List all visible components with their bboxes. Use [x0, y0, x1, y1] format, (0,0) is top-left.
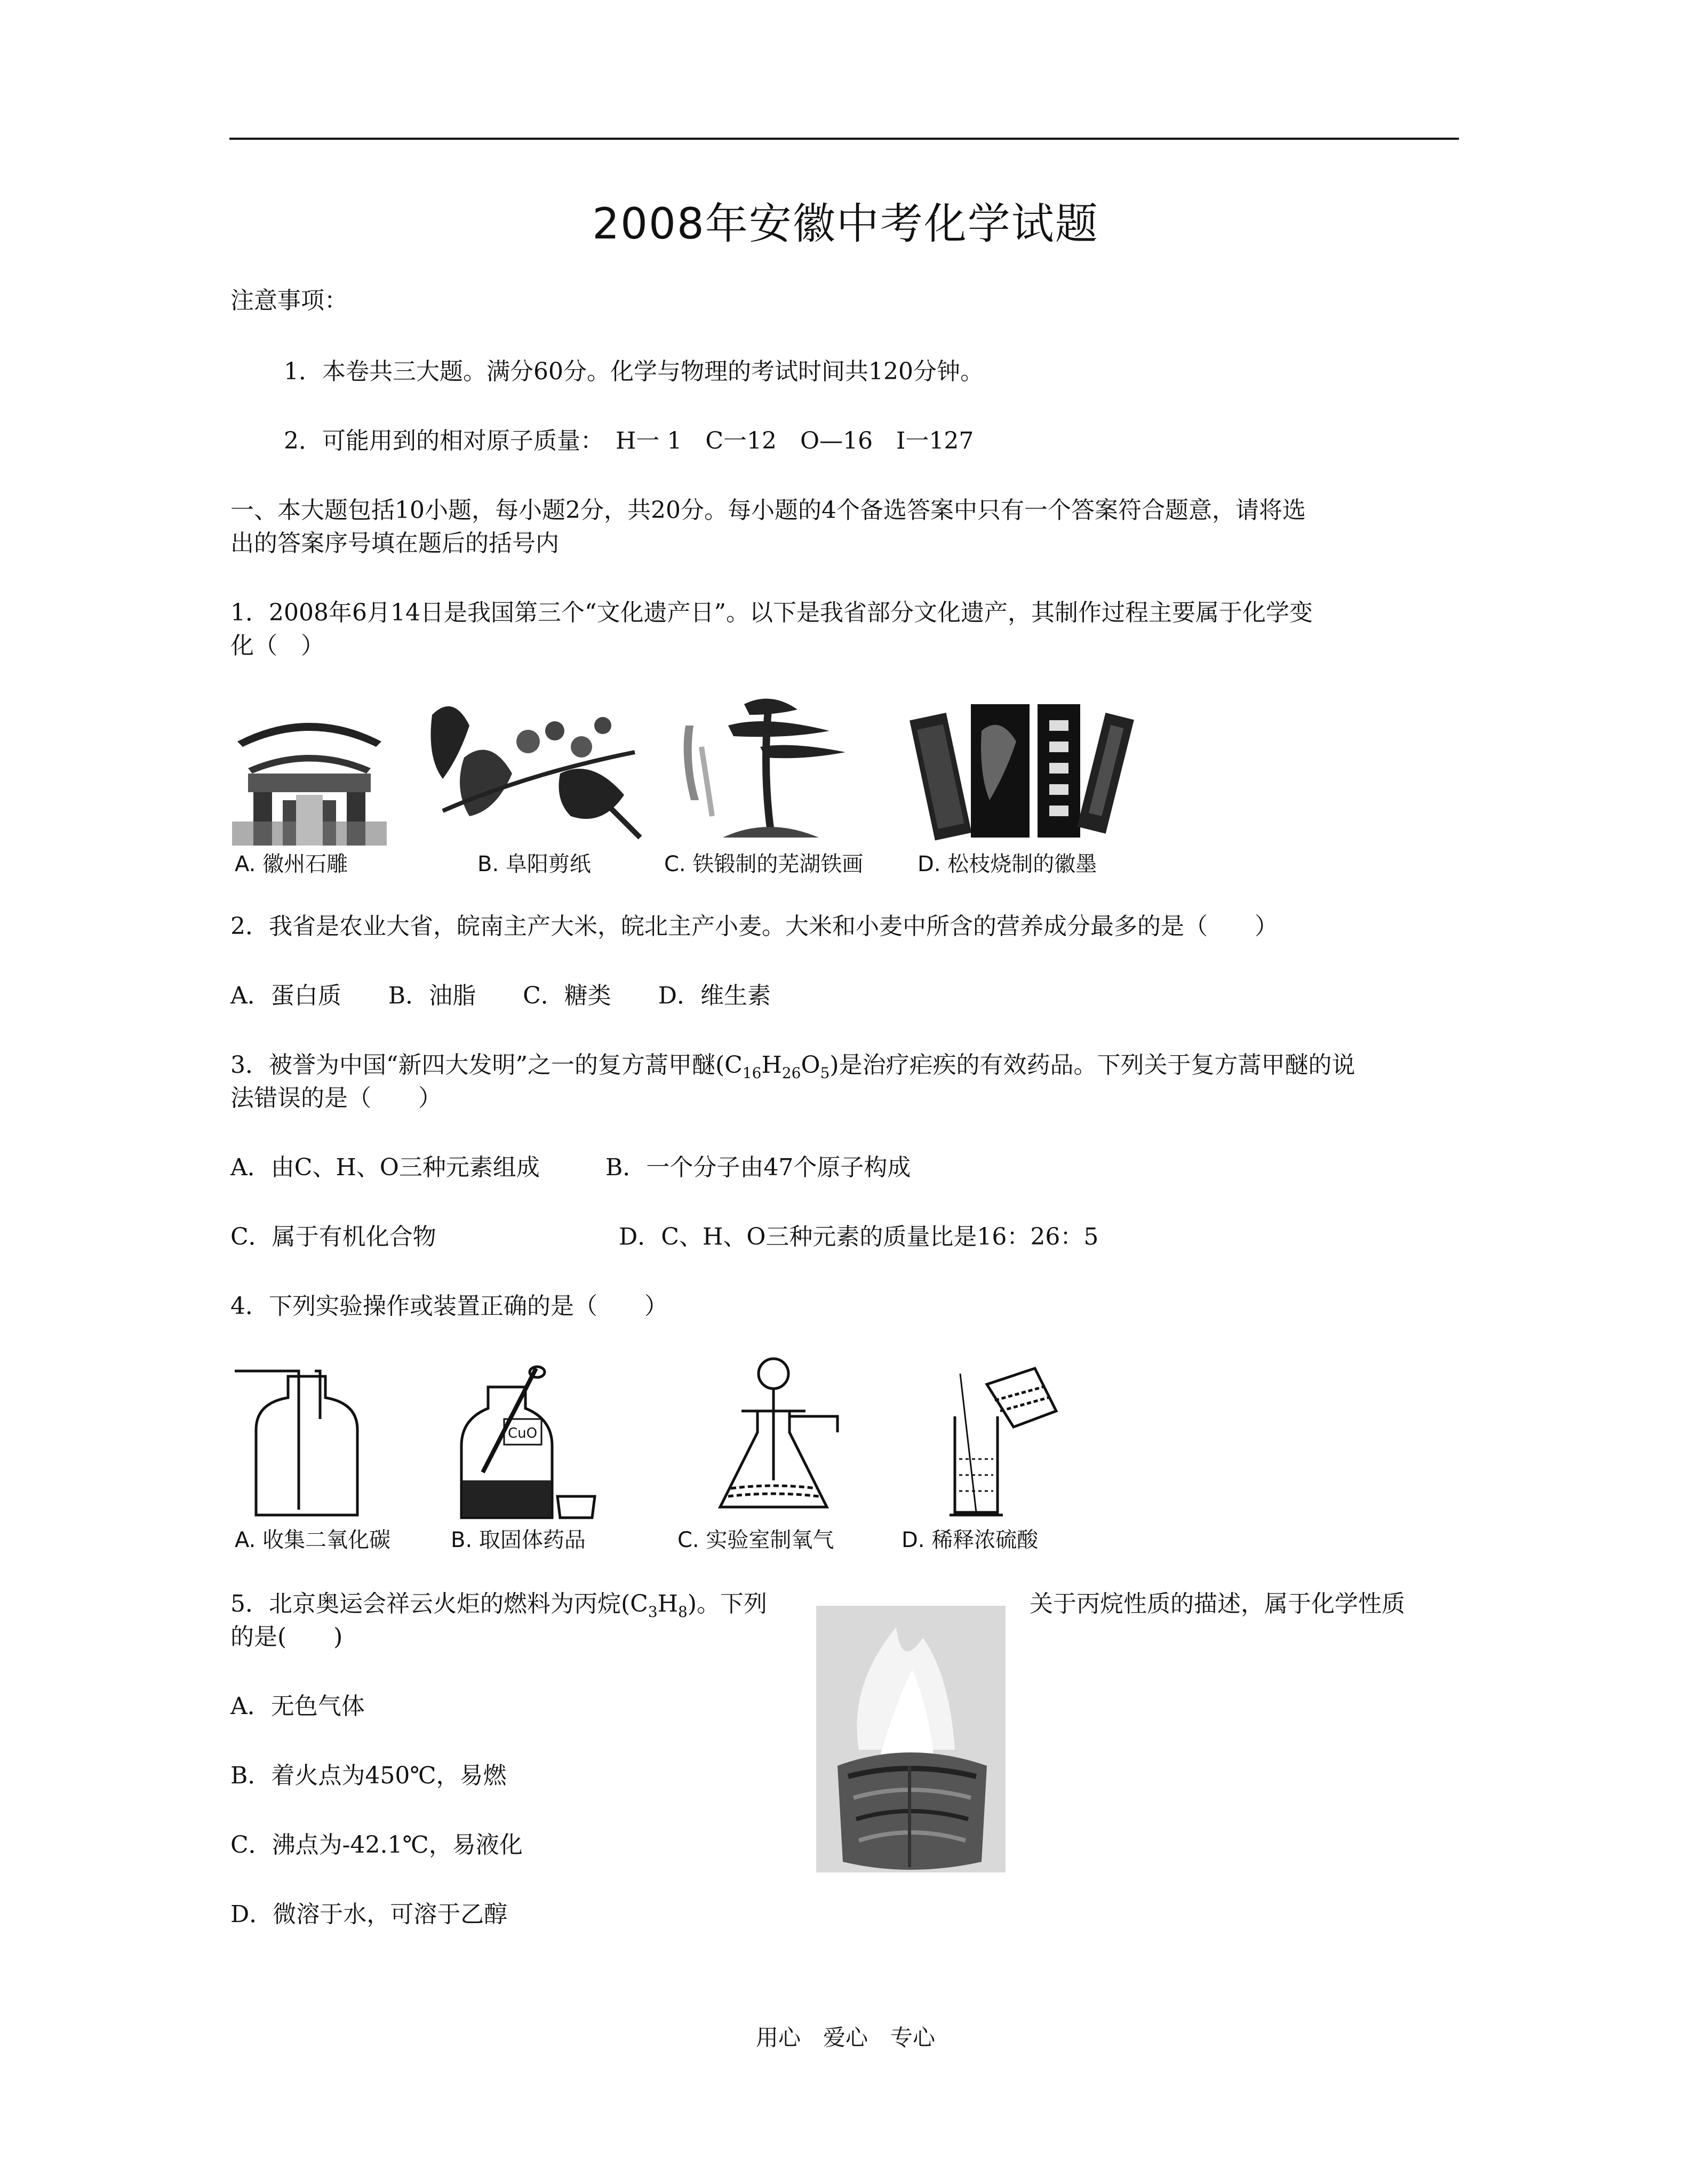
- dilution-illustration: [939, 1363, 1062, 1520]
- notice-item-2: 2．可能用到的相对原子质量： H一 1 C一12 O—16 I一127: [284, 427, 974, 455]
- torch-flame-illustration: [816, 1606, 1006, 1872]
- cuo-label: CuO: [508, 1425, 538, 1441]
- q5-sub-1: 3: [648, 1603, 658, 1621]
- q3-mid-1: H: [761, 1051, 782, 1079]
- q3-mid-2: O: [801, 1051, 820, 1079]
- q5-option-b: B．着火点为450℃，易燃: [230, 1762, 507, 1789]
- q1-line2: 化（ ）: [230, 632, 324, 659]
- q4-caption-c: C. 实验室制氧气: [677, 1528, 834, 1552]
- q4-caption-b: B. 取固体药品: [451, 1528, 586, 1552]
- q4-caption-d: D. 稀释浓硫酸: [902, 1528, 1039, 1552]
- section1-line1: 一、本大题包括10小题，每小题2分，共20分。每小题的4个备选答案中只有一个答案符合题意，请将选: [230, 497, 1306, 524]
- q5-line2: 的是( ): [230, 1623, 343, 1651]
- q5-line1-right: 关于丙烷性质的描述，属于化学性质: [1030, 1590, 1405, 1617]
- q5-mid-1: H: [657, 1590, 679, 1617]
- gas-bottle-illustration: [235, 1366, 379, 1520]
- q3-sub-1: 16: [742, 1064, 762, 1082]
- q2-options: A．蛋白质 B．油脂 C．糖类 D．维生素: [230, 982, 771, 1009]
- q4-stem: 4．下列实验操作或装置正确的是（ ）: [230, 1293, 668, 1320]
- page-footer: 用心 爱心 专心: [755, 2024, 935, 2051]
- page-title: 2008年安徽中考化学试题: [592, 199, 1099, 249]
- q5-option-c: C．沸点为-42.1℃，易液化: [230, 1831, 523, 1859]
- q3-option-b: B．一个分子由47个原子构成: [605, 1154, 911, 1181]
- q2-stem: 2．我省是农业大省，皖南主产大米，皖北主产小麦。大米和小麦中所含的营养成分最多的是（ ）: [230, 913, 1278, 940]
- notice-item-1: 1．本卷共三大题。满分60分。化学与物理的考试时间共120分钟。: [284, 358, 984, 385]
- q3-option-a: A．由C、H、O三种元素组成: [230, 1154, 540, 1181]
- reagent-bottle-illustration: [451, 1366, 605, 1520]
- q5-sub-2: 8: [678, 1603, 688, 1621]
- q3-option-c: C．属于有机化合物: [230, 1223, 436, 1250]
- papercut-illustration: [421, 694, 645, 846]
- q4-caption-a: A. 收集二氧化碳: [235, 1528, 391, 1552]
- q1-caption-b: B. 阜阳剪纸: [477, 852, 591, 876]
- q3-option-d: D．C、H、O三种元素的质量比是16：26：5: [619, 1223, 1099, 1250]
- q3-sub-2: 26: [781, 1064, 801, 1082]
- q5-line1-a: 5．北京奥运会祥云火炬的燃料为丙烷(C: [230, 1590, 648, 1617]
- q3-line1-b: )是治疗疟疾的有效药品。下列关于复方蒿甲醚的说: [829, 1051, 1355, 1079]
- q1-caption-c: C. 铁锻制的芜湖铁画: [664, 852, 864, 876]
- q1-line1: 1．2008年6月14日是我国第三个“文化遗产日”。以下是我省部分文化遗产，其制作过程主要属于化学变: [230, 599, 1313, 626]
- q5-line1-b: )。下列: [687, 1590, 768, 1617]
- q3-sub-3: 5: [820, 1064, 830, 1082]
- stone-arch-illustration: [232, 694, 387, 846]
- flask-illustration: [709, 1352, 843, 1520]
- iron-painting-illustration: [669, 694, 867, 846]
- hui-ink-illustration: [910, 694, 1134, 846]
- q3-line2: 法错误的是（ ）: [230, 1085, 442, 1112]
- q5-option-a: A．无色气体: [230, 1693, 365, 1720]
- q1-caption-a: A. 徽州石雕: [235, 852, 348, 876]
- notice-heading: 注意事项：: [230, 287, 348, 314]
- q3-line1-a: 3．被誉为中国“新四大发明”之一的复方蒿甲醚(C: [230, 1051, 743, 1079]
- q5-option-d: D．微溶于水，可溶于乙醇: [230, 1901, 508, 1928]
- top-rule: [229, 138, 1459, 140]
- section1-line2: 出的答案序号填在题后的括号内: [230, 530, 559, 557]
- q1-caption-d: D. 松枝烧制的徽墨: [918, 852, 1097, 876]
